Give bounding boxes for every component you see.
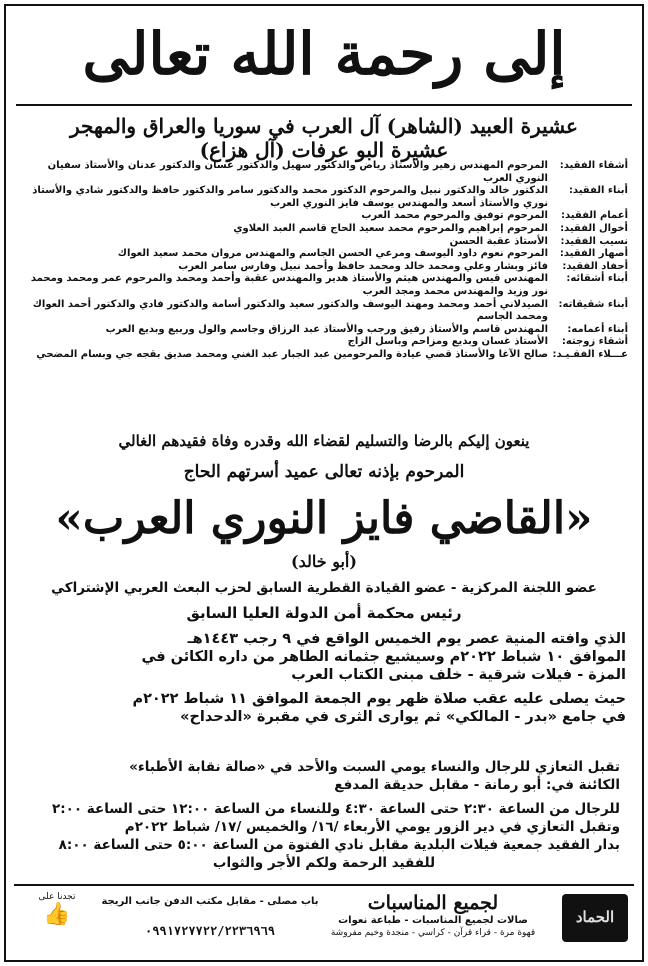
relative-names: المرحوم نعوم داود اليوسف ومرعي الحسن الجاسم والمهندس مروان محمد سعيد العواك [117, 248, 548, 260]
logo-text: الحماد [575, 908, 615, 926]
condolence-line: للرجال من الساعة ٢:٣٠ حتى الساعة ٤:٣٠ وللنساء من الساعة ١٢:٠٠ حتى الساعة ٢:٠٠ [51, 801, 620, 817]
relative-names: الصيدلاني أحمد ومحمد ومهند اليوسف والدكتور سعيد والدكتور أسامة والدكتور فادي والدكتور أحمد العواك ومحمد الجاسم [32, 298, 548, 323]
relative-names: الأستاذ عقبة الحسن [449, 235, 548, 247]
relative-names: صالح الآغا والأستاذ قصي عيادة والمرحومين عبد الجبار عبد الغني ومحمد صديق بقجه جي وبسام المضحي [36, 348, 548, 360]
condolence-line: وتقبل التعازي في دير الزور يومي الأربعاء /١٦/ والخميس /١٧/ شباط ٢٠٢٢م [124, 819, 620, 835]
relative-row [20, 185, 628, 210]
brand-block [318, 892, 548, 938]
relative-label: أبناء أعمامه: [567, 323, 628, 335]
relative-row [20, 210, 628, 223]
late-line: المرحوم بإذنه تعالى عميد أسرتهم الحاج [183, 462, 465, 482]
relative-row [20, 261, 628, 274]
brand-services: قهوة مرة - قراء قرآن - كراسي - منجدة وخيم مفروشة [330, 928, 536, 938]
relative-label: أشقاء الفقيد: [559, 160, 628, 171]
relative-label: أعمام الفقيد: [561, 210, 628, 222]
relative-label: عـــلاء الفقـيـد: [552, 348, 628, 360]
relative-row [20, 299, 628, 324]
relative-label: أخوال الفقيد: [560, 222, 628, 234]
condolence-line: تقبل التعازي للرجال والنساء يومي السبت والأحد في «صالة نقابة الأطباء» [129, 759, 620, 775]
relative-label: نسيب الفقيد: [560, 235, 628, 247]
relative-row [20, 223, 628, 236]
brand-title: لجميع المناسبات [367, 892, 499, 914]
relative-label: أشقاء زوجته: [561, 336, 628, 348]
thumbs-up-icon: 👍 [43, 902, 71, 927]
detail-line: حيث يصلى عليه عقب صلاة ظهر يوم الجمعة الموافق ١١ شباط ٢٠٢٢م [132, 691, 626, 707]
facebook-label: تجدنا على [38, 892, 76, 902]
announcement-line: ينعون إليكم بالرضا والتسليم لقضاء الله وقدره وفاة فقيدهم الغالي [118, 432, 530, 450]
relative-row [20, 324, 628, 337]
funeral-details [30, 630, 626, 726]
condolence-line: الكائنة في: أبو رمانة - مقابل حديقة المدفع [334, 777, 620, 793]
obituary-page [4, 4, 644, 962]
relative-names: المهندس قاسم والأستاذ رفيق ورجب والأستاذ عبد الرزاق وجاسم والول وربيع وبديع العرب [105, 323, 548, 335]
tribe-line-1: عشيرة العبيد (الشاهر) آل العرب في سوريا والعراق والمهجر [70, 114, 578, 138]
relative-names: المرحوم توفيق والمرحوم محمد العرب [361, 210, 548, 222]
relative-label: أبناء الفقيد: [568, 185, 628, 197]
company-address: باب مصلى - مقابل مكتب الدفن جانب الريجة [101, 896, 319, 907]
detail-line: في جامع «بدر - المالكي» ثم يوارى الثرى في مقبرة «الدحداح» [180, 709, 626, 725]
detail-line: الموافق ١٠ شباط ٢٠٢٢م وسيشيع جثمانه الطاهر من داره الكائن في [141, 649, 626, 665]
relative-label: أبناء أشقائه: [566, 273, 628, 285]
kunya: (أبو خالد) [291, 552, 357, 571]
condolence-closing: للفقيد الرحمة ولكم الأجر والثواب [212, 855, 436, 871]
position-line-1: عضو اللجنة المركزية - عضو القيادة القطرية السابق لحزب البعث العربي الإشتراكي [51, 580, 597, 596]
company-logo [562, 894, 628, 942]
deceased-name: «القاضي فايز النوري العرب» [55, 493, 593, 544]
relatives-list [20, 160, 628, 362]
relative-row [20, 349, 628, 362]
relative-names: الدكتور خالد والدكتور نبيل والمرحوم الدكتور محمد والدكتور سامر والدكتور حافظ والدكتور شادي والأستاذ نوري والأستاذ أسعد والمهندس يوسف فايز النوري العرب [32, 185, 548, 209]
relative-row [20, 336, 628, 349]
tribe-line-2: عشيرة البو عرفات (آل هزاع) [199, 138, 449, 162]
position-line-2: رئيس محكمة أمن الدولة العليا السابق [186, 604, 462, 622]
relative-row [20, 160, 628, 185]
relative-label: أبناء شقيقاته: [558, 298, 628, 310]
detail-line: المزة - فيلات شرقية - خلف مبنى الكتاب العرب [291, 667, 626, 683]
relative-names: المهندس قيس والمهندس هيثم والأستاذ هدير والمهندس عقبة وأحمد ومحمد والمرحوم عمر ومحمد ومحمد نور وزيد والمهندس محمد ومجد العرب [30, 273, 548, 297]
relative-label: أحفاد الفقيد: [562, 260, 628, 272]
relative-label: أصهار الفقيد: [559, 248, 628, 260]
footer-ad [14, 884, 634, 952]
company-phones: ٠٩٩١٧٢٧٧٢٢/٢٢٣٦٩٦٩ [144, 924, 276, 938]
relative-names: المرحوم إبراهيم والمرحوم محمد سعيد الحاج قاسم العبد العلاوي [233, 222, 548, 234]
page-title: إلى رحمة الله تعالى [82, 20, 566, 88]
relative-row [20, 248, 628, 261]
relative-names: فائز وبشار وعلي ومحمد خالد ومحمد حافظ وأحمد نبيل وفارس سامر العرب [178, 260, 548, 272]
condolence-line: بدار الفقيد جمعية فيلات البلدية مقابل نادي الفتوة من الساعة ٥:٠٠ حتى الساعة ٨:٠٠ [58, 837, 620, 853]
relative-names: الأستاذ غسان وبديع ومزاحم وباسل الزاج [347, 336, 548, 348]
title-rule [16, 104, 632, 106]
relative-names: المرحوم المهندس زهير والأستاذ رياض والدكتور سهيل والدكتور غسان والدكتور عدنان والأستاذ سفيان النوري العرب [47, 160, 548, 184]
relative-row [20, 236, 628, 249]
brand-subtitle: صالات لجميع المناسبات - طباعة نعوات [338, 915, 528, 926]
relative-row [20, 273, 628, 298]
facebook-block [20, 892, 94, 942]
condolence-details [16, 758, 632, 872]
detail-line: الذي وافته المنية عصر يوم الخميس الواقع في ٩ رجب ١٤٤٣هـ [187, 631, 626, 647]
